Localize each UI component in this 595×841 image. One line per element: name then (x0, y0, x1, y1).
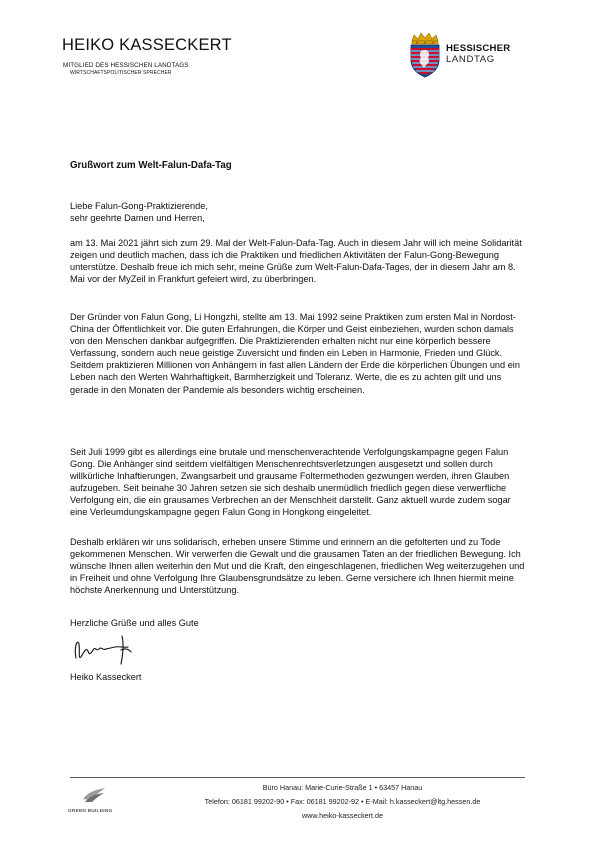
salutation-line-2: sehr geehrte Damen und Herren, (70, 213, 205, 224)
footer-address: Büro Hanau: Marie-Curie-Straße 1 • 63457 Hanau (262, 783, 423, 792)
signer-name: Heiko Kasseckert (70, 672, 142, 682)
green-building-logo-icon (80, 786, 108, 804)
organization-name-line2: LANDTAG (446, 54, 495, 65)
sender-name: HEIKO KASSECKERT (62, 36, 232, 54)
green-building-label: GREEN BUILDING (68, 809, 113, 814)
footer-divider (70, 777, 525, 778)
paragraph-text: Der Gründer von Falun Gong, Li Hongzhi, stellte am 13. Mai 1992 seine Praktiken zum ersten Mal in Nordost-China der Öffentlichkeit vor. Die guten Erfahrungen, die Körper und Geist einbeziehen, wurden schon damals von den Menschen dankbar aufgegriffen. Die Praktizierenden erhalten nicht nur eine körperlich bessere Verfassung, sondern auch neue geistige Zuversicht und finden ein Leben in Harmonie, Frieden und Glück. Seitdem praktizieren Millionen von Anhängern in fast allen Ländern der Erde die körperlichen Übungen und ein Leben nach den Werten Wahrhaftigkeit, Barmherzigkeit und Toleranz. Werte, die es zu achten gilt und uns gerade in den Monaten der Pandemie als besonders wichtig erscheinen. (70, 312, 520, 395)
paragraph-1 (70, 237, 528, 285)
crest-crown (412, 33, 438, 44)
handwritten-signature (70, 630, 150, 670)
sender-subrole: WIRTSCHAFTSPOLITISCHER SPRECHER (70, 70, 172, 76)
hesse-coat-of-arms-icon (407, 32, 443, 78)
footer-contact: Telefon: 06181 99202-90 • Fax: 06181 99202-92 • E-Mail: h.kasseckert@ltg.hessen.de (204, 797, 481, 806)
paragraph-text: Seit Juli 1999 gibt es allerdings eine brutale und menschenverachtende Verfolgungskampagne gegen Falun Gong. Die Anhänger sind seitdem vielfältigen Menschenrechtsverletzungen ausgesetzt und sollen durch willkürliche Inhaftierungen, Zwangsarbeit und grausame Foltermethoden gezwungen werden, ihren Glauben aufzugeben. Seit beinahe 30 Jahren setzen sie sich deshalb unermüdlich friedlich gegen diese verwerfliche Verfolgung ein, die ein grausames Verbrechen an der Menschheit darstellt. Ganz aktuell wurde zudem sogar eine Verleumdungskampagne gegen Falun Gong in Hongkong eingeleitet. (70, 447, 511, 518)
salutation (70, 200, 528, 224)
paragraph-2 (70, 311, 528, 396)
organization-name-line1: HESSISCHER (446, 43, 511, 54)
salutation-line-1: Liebe Falun-Gong-Praktizierende, (70, 201, 208, 211)
paragraph-text: Deshalb erklären wir uns solidarisch, erheben unsere Stimme und erinnern an die gefolterten und zu Tode gekommenen Menschen. Wir verwerfen die Gewalt und die grausamen Taten an der friedlichen Bewegung. Ich wünsche Ihnen allen weiterhin den Mut und die Kraft, den eingeschlagenen, friedlichen Weg weiterzugehen und in Freiheit und ohne Verfolgung Ihre Glaubensgrundsätze zu leben. Gerne versichere ich Ihnen hiermit meine höchste Anerkennung und Unterstützung. (70, 537, 525, 596)
footer-website-link[interactable]: www.heiko-kasseckert.de (301, 811, 384, 820)
paragraph-text: am 13. Mai 2021 jährt sich zum 29. Mal der Welt-Falun-Dafa-Tag. Auch in diesem Jahr will ich meine Solidarität zeigen und deutlich machen, dass ich die Praktiken und friedlichen Aktivitäten der Falun-Gong-Bewegung unterstütze. Deshalb freue ich mich sehr, meine Grüße zum Welt-Falun-Dafa-Tages, der in diesem Jahr am 8. Mai vor der MyZeil in Frankfurt gefeiert wird, zu überbringen. (70, 238, 522, 285)
paragraph-4 (70, 536, 528, 596)
closing-line: Herzliche Grüße und alles Gute (70, 618, 199, 628)
sender-role: MITGLIED DES HESSISCHEN LANDTAGS (63, 62, 189, 69)
letter-subject: Grußwort zum Welt-Falun-Dafa-Tag (70, 160, 232, 171)
paragraph-3 (70, 446, 528, 519)
crest-shield (411, 45, 439, 77)
